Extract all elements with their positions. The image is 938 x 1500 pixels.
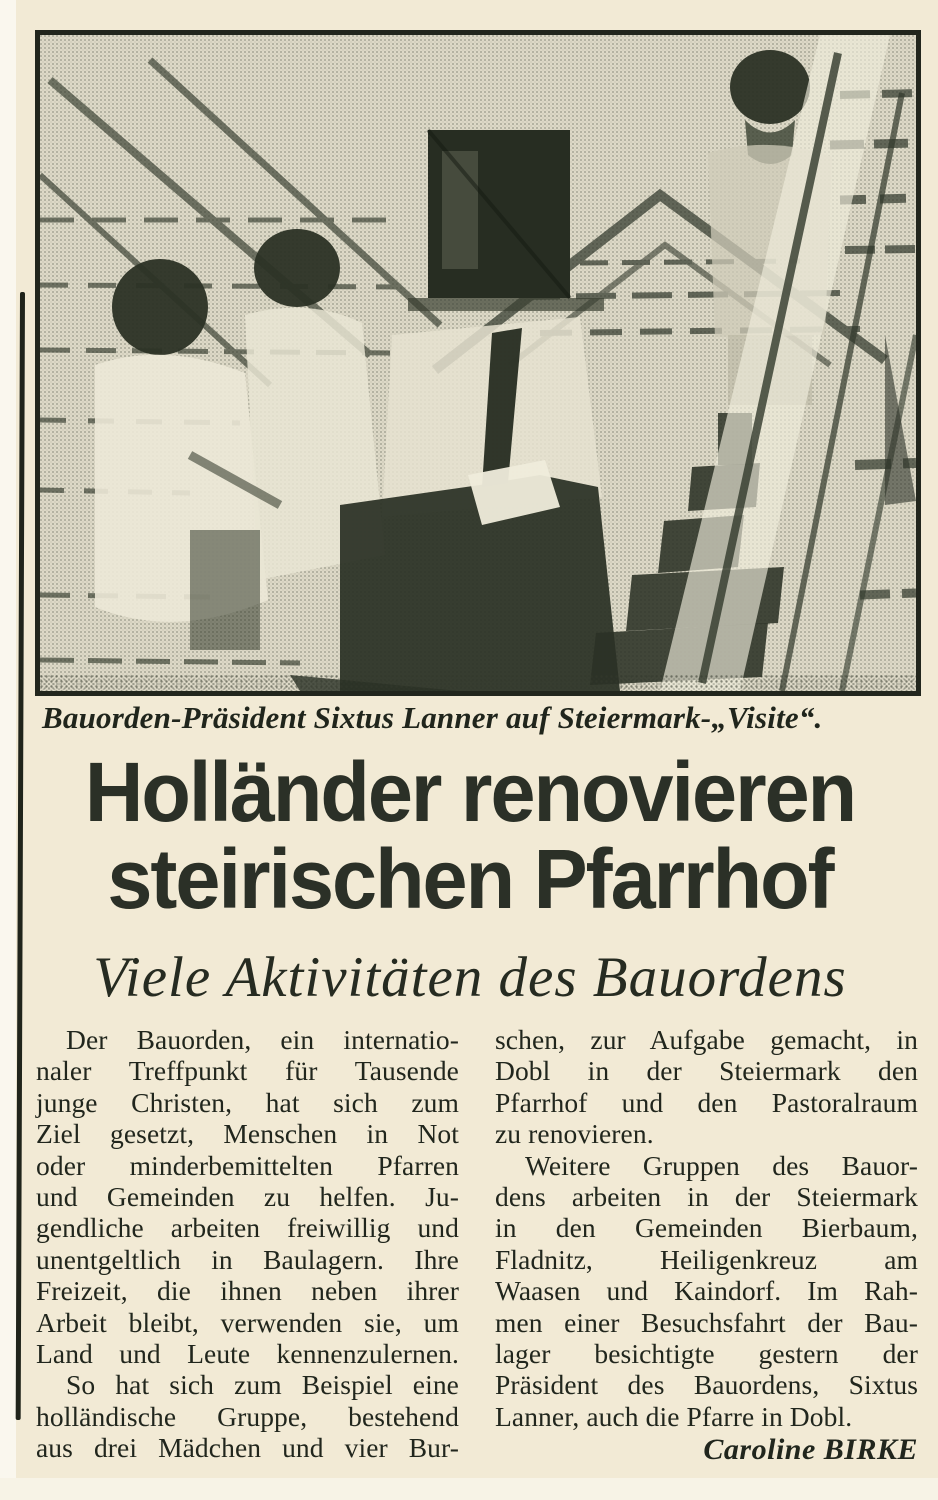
body-line: Fladnitz, Heiligenkreuz am xyxy=(495,1243,918,1275)
body-line: Der Bauorden, ein internatio- xyxy=(66,1024,459,1055)
subheadline: Viele Aktivitäten des Bauordens xyxy=(93,946,847,1009)
scan-margin-left xyxy=(0,0,16,1500)
body-line: in den Gemeinden Bierbaum, xyxy=(495,1212,918,1244)
scan-margin-bottom xyxy=(0,1478,938,1500)
body-line: junge Christen, hat sich zum xyxy=(36,1086,459,1118)
body-line: Waasen und Kaindorf. Im Rah- xyxy=(495,1275,918,1307)
body-line: unentgeltlich in Baulagern. Ihre xyxy=(36,1243,459,1275)
body-line: So hat sich zum Beispiel eine xyxy=(66,1369,459,1401)
body-line: aus drei Mädchen und vier Bur- xyxy=(36,1432,459,1464)
body-line: Arbeit bleibt, verwenden sie, um xyxy=(36,1306,459,1338)
body-line: schen, zur Aufgabe gemacht, in xyxy=(495,1024,918,1055)
photo-bottom-shade xyxy=(40,675,916,691)
body-line: Freizeit, die ihnen neben ihrer xyxy=(36,1275,459,1307)
photo-caption: Bauorden-Präsident Sixtus Lanner auf Steiermark-„Visite“. xyxy=(42,700,823,735)
headline xyxy=(30,746,910,927)
body-line: dens arbeiten in der Steiermark xyxy=(495,1181,918,1213)
body-line: Dobl in der Steiermark den xyxy=(495,1055,918,1087)
column-left xyxy=(36,1024,459,1466)
body-line: men einer Besuchsfahrt der Bau- xyxy=(495,1306,918,1338)
body-line: Lanner, auch die Pfarre in Dobl. xyxy=(495,1400,853,1432)
body-line: zu renovieren. xyxy=(495,1118,654,1150)
body-line: und Gemeinden zu helfen. Ju- xyxy=(36,1181,459,1213)
article-photo xyxy=(35,30,921,696)
body-columns xyxy=(36,1024,918,1466)
body-line: Land und Leute kennenzulernen. xyxy=(36,1338,459,1370)
headline-line-1: Holländer renovieren xyxy=(84,746,856,840)
byline: Caroline BIRKE xyxy=(703,1433,918,1467)
article-photo-svg xyxy=(40,35,916,691)
body-line: Ziel gesetzt, Menschen in Not xyxy=(36,1118,459,1150)
body-line: oder minderbemittelten Pfarren xyxy=(36,1149,459,1181)
body-line: naler Treffpunkt für Tausende xyxy=(36,1055,459,1087)
body-line: holländische Gruppe, bestehend xyxy=(36,1400,459,1432)
body-line: Pfarrhof und den Pastoralraum xyxy=(495,1086,918,1118)
body-line: lager besichtigte gestern der xyxy=(495,1338,918,1370)
column-right xyxy=(495,1024,918,1466)
body-line: Weitere Gruppen des Bauor- xyxy=(525,1149,918,1181)
headline-line-2: steirischen Pfarrhof xyxy=(107,833,833,927)
column-rule xyxy=(16,292,25,1420)
body-line: Präsident des Bauordens, Sixtus xyxy=(495,1369,918,1401)
body-line: gendliche arbeiten freiwillig und xyxy=(36,1212,459,1244)
